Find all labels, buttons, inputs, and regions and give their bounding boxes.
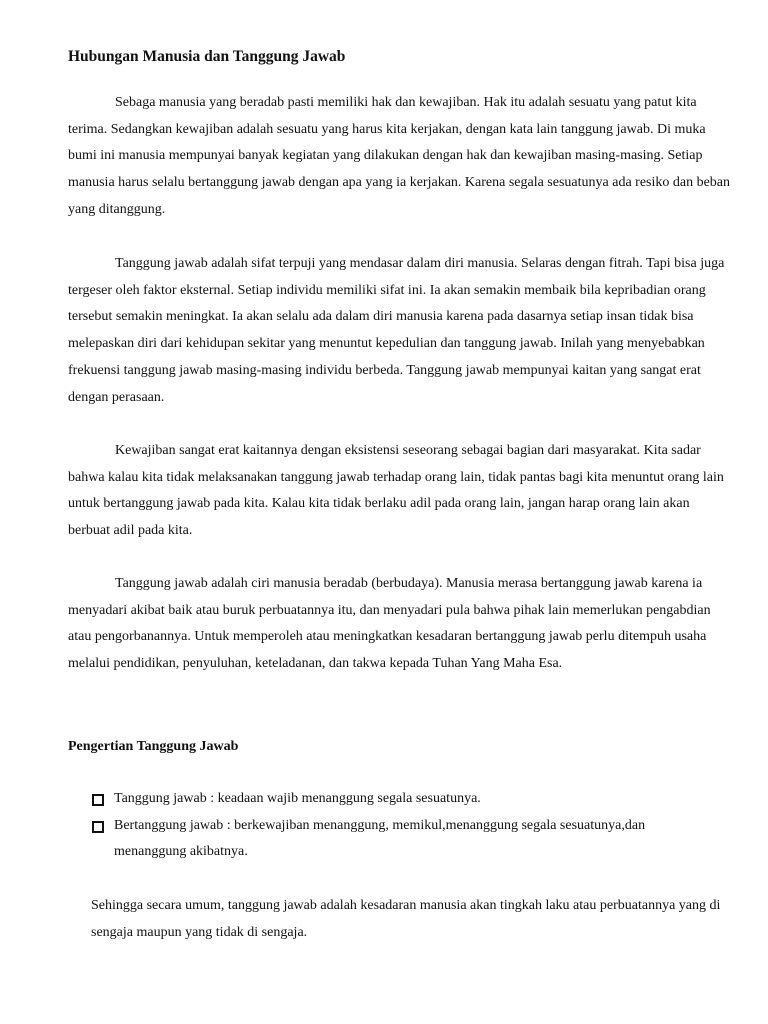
definition-text: Bertanggung jawab : berkewajiban menanggung, memikul,menanggung segala sesuatunya,dan menanggung akibatnya.: [114, 817, 646, 860]
definition-text: Tanggung jawab : keadaan wajib menanggung segala sesuatunya.: [114, 791, 481, 806]
section-title: Pengertian Tanggung Jawab: [68, 739, 239, 754]
definition-list: [92, 786, 712, 866]
paragraph-4: Tanggung jawab adalah ciri manusia beradab (berbudaya). Manusia merasa bertanggung jawab karena ia menyadari akibat baik atau buruk perbuatannya itu, dan menyadari pula bahwa pihak lain memerlukan pengabdian atau pengorbanannya. Untuk memperoleh atau meningkatkan kesadaran bertanggung jawab perlu ditempuh usaha melalui pendidikan, penyuluhan, keteladanan, dan takwa kepada Tuhan Yang Maha Esa.: [68, 576, 711, 672]
square-bullet-icon: [92, 821, 104, 833]
paragraph-1: Sebaga manusia yang beradab pasti memiliki hak dan kewajiban. Hak itu adalah sesuatu yang patut kita terima. Sedangkan kewajiban adalah sesuatu yang harus kita kerjakan, dengan kata lain tanggung jawab. Di muka bumi ini manusia mempunyai banyak kegiatan yang dilakukan dengan hak dan kewajiban masing-masing. Setiap manusia harus selalu bertanggung jawab dengan apa yang ia kerjakan. Karena segala sesuatunya ada resiko dan beban yang ditanggung.: [68, 95, 731, 217]
square-bullet-icon: [92, 794, 104, 806]
document-title: Hubungan Manusia dan Tanggung Jawab: [68, 48, 346, 65]
list-item: [92, 813, 712, 866]
paragraph-3: Kewajiban sangat erat kaitannya dengan eksistensi seseorang sebagai bagian dari masyarakat. Kita sadar bahwa kalau kita tidak melaksanakan tanggung jawab terhadap orang lain, tidak pantas bagi kita menuntut orang lain untuk bertanggung jawab pada kita. Kalau kita tidak berlaku adil pada orang lain, jangan harap orang lain akan berbuat adil pada kita.: [68, 443, 724, 539]
conclusion-paragraph: Sehingga secara umum, tanggung jawab adalah kesadaran manusia akan tingkah laku atau perbuatannya yang di sengaja maupun yang tidak di sengaja.: [91, 898, 721, 940]
list-item: [92, 786, 712, 813]
paragraph-2: Tanggung jawab adalah sifat terpuji yang mendasar dalam diri manusia. Selaras dengan fitrah. Tapi bisa juga tergeser oleh faktor eksternal. Setiap individu memiliki sifat ini. Ia akan semakin membaik bila kepribadian orang tersebut semakin meningkat. Ia akan selalu ada dalam diri manusia karena pada dasarnya setiap insan tidak bisa melepaskan diri dari kehidupan sekitar yang menuntut kepedulian dan tanggung jawab. Inilah yang menyebabkan frekuensi tanggung jawab masing-masing individu berbeda. Tanggung jawab mempunyai kaitan yang sangat erat dengan perasaan.: [68, 256, 725, 405]
